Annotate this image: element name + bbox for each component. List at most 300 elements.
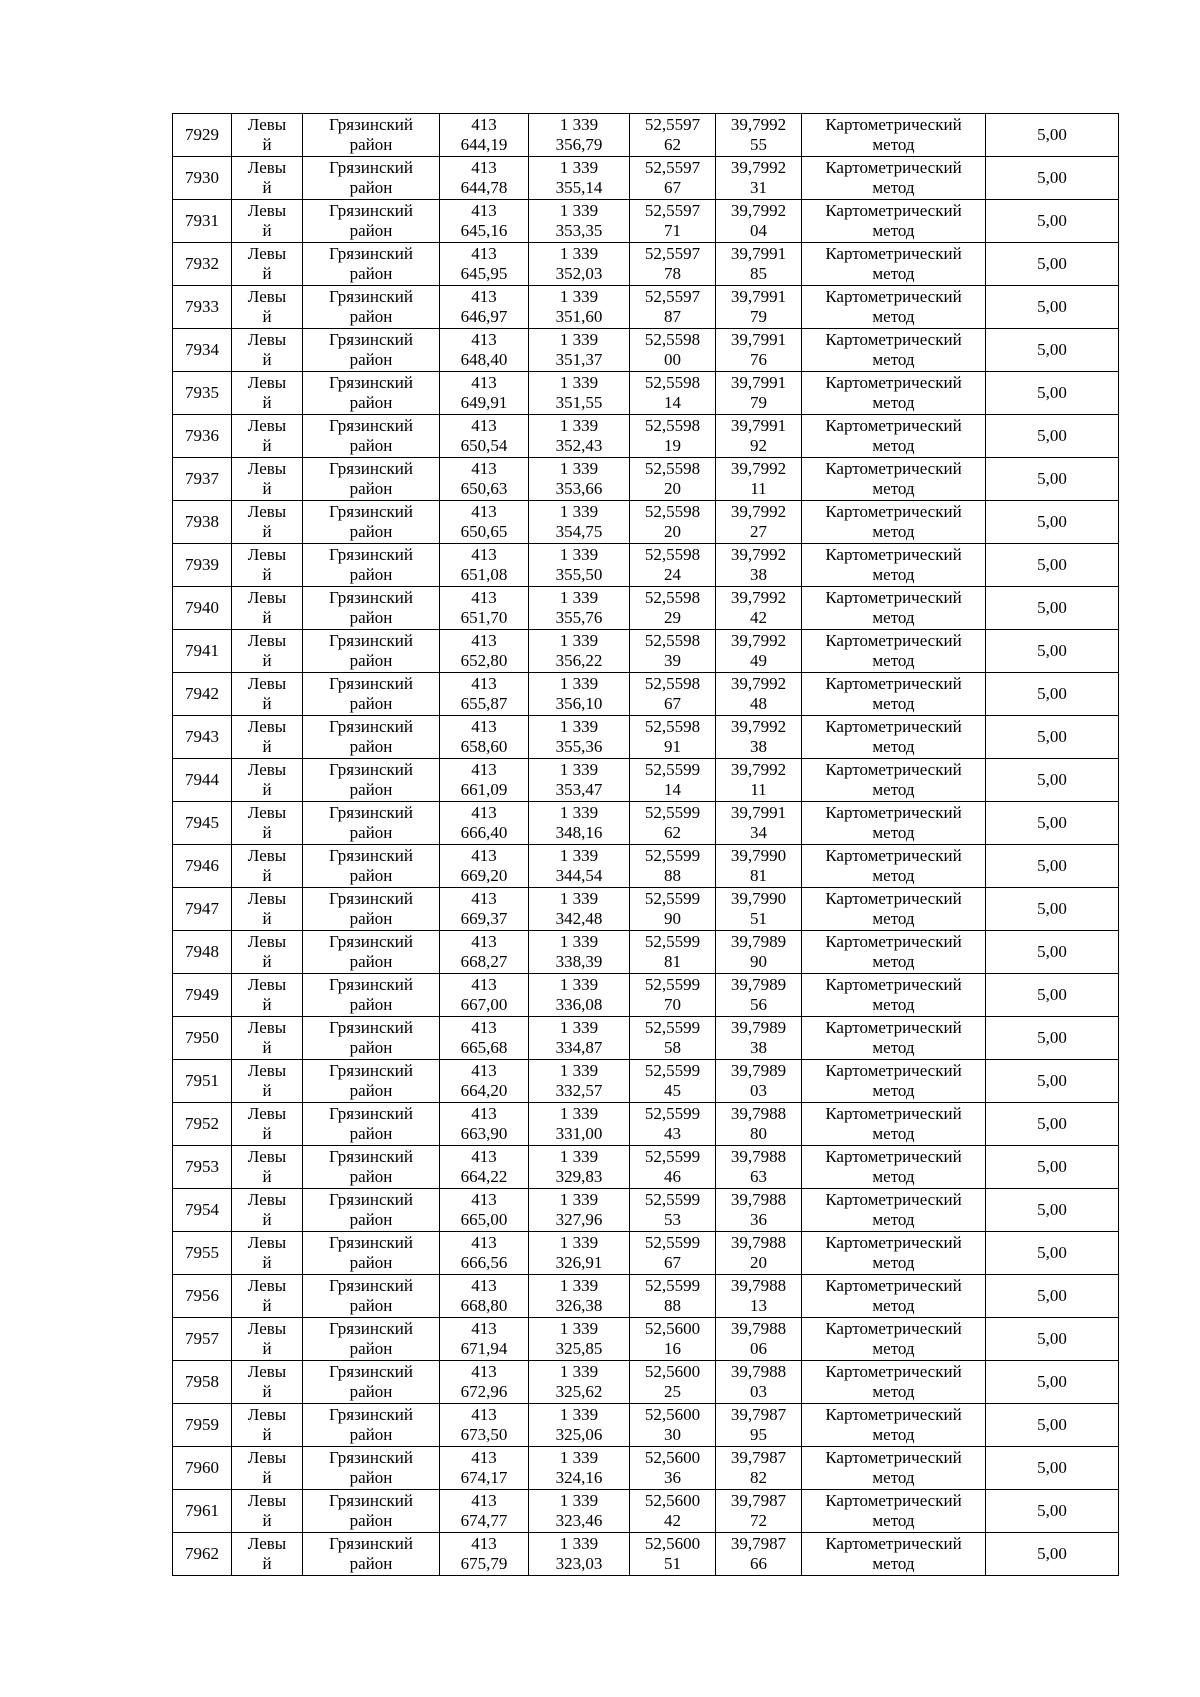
district-cell <box>303 974 440 1017</box>
method-cell <box>802 974 986 1017</box>
y-coordinate-cell <box>529 114 630 157</box>
x-coordinate-cell-line: 413 <box>471 416 497 435</box>
district-cell-line: район <box>349 264 393 283</box>
side-cell-line: Левы <box>247 330 287 349</box>
y-coordinate-cell-line: 353,66 <box>555 479 603 498</box>
table-row <box>173 243 1119 286</box>
latitude-cell-line: 87 <box>664 307 681 326</box>
longitude-cell-line: 39,7988 <box>730 1233 787 1252</box>
side-cell-line: Левы <box>247 1491 287 1510</box>
side-cell <box>232 1361 303 1404</box>
longitude-cell <box>716 1404 802 1447</box>
point-number-cell: 7939 <box>173 544 232 587</box>
x-coordinate-cell-line: 413 <box>471 932 497 951</box>
district-cell-line: район <box>349 780 393 799</box>
table-row <box>173 329 1119 372</box>
side-cell <box>232 1232 303 1275</box>
district-cell-line: район <box>349 436 393 455</box>
district-cell-line: Грязинский <box>329 932 413 951</box>
district-cell-line: Грязинский <box>329 158 413 177</box>
y-coordinate-cell-line: 355,76 <box>555 608 603 627</box>
point-number-cell: 7950 <box>173 1017 232 1060</box>
district-cell-line: Грязинский <box>329 803 413 822</box>
method-cell <box>802 1447 986 1490</box>
table-row <box>173 1404 1119 1447</box>
latitude-cell-line: 78 <box>664 264 681 283</box>
longitude-cell <box>716 372 802 415</box>
x-coordinate-cell <box>440 845 529 888</box>
x-coordinate-cell <box>440 974 529 1017</box>
method-cell-line: метод <box>872 866 915 885</box>
district-cell-line: район <box>349 350 393 369</box>
method-cell-line: метод <box>872 1081 915 1100</box>
method-cell <box>802 114 986 157</box>
method-cell-line: Картометрический <box>825 1276 962 1295</box>
x-coordinate-cell-line: 413 <box>471 373 497 392</box>
method-cell-line: метод <box>872 1124 915 1143</box>
longitude-cell-line: 03 <box>750 1382 767 1401</box>
latitude-cell-line: 30 <box>664 1425 681 1444</box>
point-number-cell: 7943 <box>173 716 232 759</box>
latitude-cell-line: 90 <box>664 909 681 928</box>
y-coordinate-cell-line: 325,06 <box>555 1425 603 1444</box>
table-row <box>173 372 1119 415</box>
latitude-cell-line: 45 <box>664 1081 681 1100</box>
side-cell <box>232 372 303 415</box>
x-coordinate-cell-line: 413 <box>471 674 497 693</box>
y-coordinate-cell <box>529 845 630 888</box>
latitude-cell <box>630 200 716 243</box>
method-cell-line: метод <box>872 479 915 498</box>
y-coordinate-cell-line: 1 339 <box>559 1190 599 1209</box>
y-coordinate-cell-line: 1 339 <box>559 1061 599 1080</box>
y-coordinate-cell-line: 1 339 <box>559 1319 599 1338</box>
side-cell <box>232 1275 303 1318</box>
side-cell-line: Левы <box>247 459 287 478</box>
district-cell-line: Грязинский <box>329 1534 413 1553</box>
y-coordinate-cell <box>529 1361 630 1404</box>
side-cell-line: Левы <box>247 244 287 263</box>
method-cell-line: метод <box>872 565 915 584</box>
table-row <box>173 1103 1119 1146</box>
method-cell-line: метод <box>872 1253 915 1272</box>
x-coordinate-cell <box>440 329 529 372</box>
latitude-cell-line: 81 <box>664 952 681 971</box>
latitude-cell-line: 25 <box>664 1382 681 1401</box>
method-cell-line: Картометрический <box>825 975 962 994</box>
district-cell <box>303 587 440 630</box>
x-coordinate-cell <box>440 286 529 329</box>
longitude-cell-line: 39,7992 <box>730 717 787 736</box>
y-coordinate-cell-line: 1 339 <box>559 373 599 392</box>
x-coordinate-cell-line: 644,78 <box>460 178 508 197</box>
side-cell <box>232 802 303 845</box>
table-row <box>173 1189 1119 1232</box>
method-cell-line: Картометрический <box>825 201 962 220</box>
longitude-cell-line: 38 <box>750 565 767 584</box>
district-cell-line: Грязинский <box>329 1276 413 1295</box>
latitude-cell-line: 36 <box>664 1468 681 1487</box>
x-coordinate-cell-line: 648,40 <box>460 350 508 369</box>
y-coordinate-cell-line: 1 339 <box>559 932 599 951</box>
y-coordinate-cell <box>529 587 630 630</box>
method-cell-line: метод <box>872 694 915 713</box>
longitude-cell <box>716 1447 802 1490</box>
point-number-cell: 7935 <box>173 372 232 415</box>
method-cell <box>802 1189 986 1232</box>
side-cell-line: й <box>262 565 272 584</box>
latitude-cell <box>630 716 716 759</box>
y-coordinate-cell <box>529 1232 630 1275</box>
latitude-cell <box>630 1490 716 1533</box>
y-coordinate-cell-line: 342,48 <box>555 909 603 928</box>
latitude-cell <box>630 630 716 673</box>
latitude-cell-line: 88 <box>664 866 681 885</box>
y-coordinate-cell <box>529 673 630 716</box>
latitude-cell-line: 52,5598 <box>644 459 701 478</box>
x-coordinate-cell-line: 413 <box>471 760 497 779</box>
district-cell-line: Грязинский <box>329 330 413 349</box>
district-cell <box>303 1060 440 1103</box>
y-coordinate-cell-line: 355,36 <box>555 737 603 756</box>
longitude-cell-line: 39,7987 <box>730 1405 787 1424</box>
latitude-cell <box>630 1275 716 1318</box>
side-cell <box>232 587 303 630</box>
side-cell-line: Левы <box>247 1276 287 1295</box>
point-number-cell: 7951 <box>173 1060 232 1103</box>
accuracy-cell: 5,00 <box>986 372 1119 415</box>
district-cell-line: район <box>349 1167 393 1186</box>
accuracy-cell: 5,00 <box>986 1146 1119 1189</box>
district-cell-line: Грязинский <box>329 1104 413 1123</box>
district-cell-line: Грязинский <box>329 717 413 736</box>
accuracy-cell: 5,00 <box>986 157 1119 200</box>
point-number-cell: 7948 <box>173 931 232 974</box>
longitude-cell-line: 95 <box>750 1425 767 1444</box>
longitude-cell-line: 39,7989 <box>730 975 787 994</box>
latitude-cell <box>630 673 716 716</box>
x-coordinate-cell-line: 665,68 <box>460 1038 508 1057</box>
method-cell-line: метод <box>872 995 915 1014</box>
side-cell-line: Левы <box>247 1448 287 1467</box>
x-coordinate-cell-line: 663,90 <box>460 1124 508 1143</box>
district-cell-line: район <box>349 1468 393 1487</box>
side-cell-line: Левы <box>247 588 287 607</box>
longitude-cell <box>716 114 802 157</box>
longitude-cell <box>716 286 802 329</box>
district-cell-line: район <box>349 479 393 498</box>
longitude-cell-line: 39,7987 <box>730 1491 787 1510</box>
method-cell-line: Картометрический <box>825 1147 962 1166</box>
side-cell <box>232 1189 303 1232</box>
table-row <box>173 759 1119 802</box>
x-coordinate-cell-line: 413 <box>471 588 497 607</box>
method-cell-line: метод <box>872 780 915 799</box>
side-cell-line: й <box>262 1554 272 1573</box>
latitude-cell-line: 24 <box>664 565 681 584</box>
district-cell-line: район <box>349 737 393 756</box>
latitude-cell-line: 52,5600 <box>644 1534 701 1553</box>
district-cell-line: район <box>349 1554 393 1573</box>
latitude-cell-line: 52,5599 <box>644 932 701 951</box>
longitude-cell <box>716 716 802 759</box>
longitude-cell-line: 39,7992 <box>730 502 787 521</box>
y-coordinate-cell-line: 1 339 <box>559 846 599 865</box>
longitude-cell-line: 39,7992 <box>730 459 787 478</box>
longitude-cell-line: 39,7987 <box>730 1448 787 1467</box>
side-cell <box>232 931 303 974</box>
district-cell-line: район <box>349 952 393 971</box>
method-cell-line: Картометрический <box>825 1018 962 1037</box>
y-coordinate-cell-line: 1 339 <box>559 975 599 994</box>
x-coordinate-cell <box>440 673 529 716</box>
y-coordinate-cell-line: 1 339 <box>559 1147 599 1166</box>
district-cell-line: Грязинский <box>329 373 413 392</box>
latitude-cell-line: 52,5597 <box>644 244 701 263</box>
latitude-cell-line: 52,5600 <box>644 1319 701 1338</box>
x-coordinate-cell-line: 652,80 <box>460 651 508 670</box>
district-cell-line: Грязинский <box>329 760 413 779</box>
side-cell-line: й <box>262 221 272 240</box>
longitude-cell <box>716 1017 802 1060</box>
x-coordinate-cell-line: 413 <box>471 1319 497 1338</box>
x-coordinate-cell <box>440 1017 529 1060</box>
district-cell-line: Грязинский <box>329 1319 413 1338</box>
y-coordinate-cell <box>529 458 630 501</box>
y-coordinate-cell-line: 356,22 <box>555 651 603 670</box>
y-coordinate-cell-line: 1 339 <box>559 1405 599 1424</box>
accuracy-cell: 5,00 <box>986 329 1119 372</box>
table-row <box>173 544 1119 587</box>
x-coordinate-cell-line: 674,17 <box>460 1468 508 1487</box>
y-coordinate-cell <box>529 1490 630 1533</box>
y-coordinate-cell <box>529 1404 630 1447</box>
accuracy-cell: 5,00 <box>986 1361 1119 1404</box>
y-coordinate-cell-line: 338,39 <box>555 952 603 971</box>
point-number-cell: 7959 <box>173 1404 232 1447</box>
longitude-cell-line: 81 <box>750 866 767 885</box>
y-coordinate-cell-line: 1 339 <box>559 115 599 134</box>
side-cell-line: Левы <box>247 287 287 306</box>
x-coordinate-cell <box>440 802 529 845</box>
longitude-cell-line: 56 <box>750 995 767 1014</box>
longitude-cell-line: 39,7988 <box>730 1362 787 1381</box>
side-cell-line: й <box>262 307 272 326</box>
accuracy-cell: 5,00 <box>986 114 1119 157</box>
x-coordinate-cell <box>440 1318 529 1361</box>
y-coordinate-cell <box>529 931 630 974</box>
latitude-cell-line: 88 <box>664 1296 681 1315</box>
longitude-cell-line: 20 <box>750 1253 767 1272</box>
district-cell-line: Грязинский <box>329 1448 413 1467</box>
method-cell-line: Картометрический <box>825 1405 962 1424</box>
table-row <box>173 630 1119 673</box>
longitude-cell-line: 90 <box>750 952 767 971</box>
longitude-cell-line: 39,7990 <box>730 889 787 908</box>
x-coordinate-cell-line: 645,95 <box>460 264 508 283</box>
method-cell <box>802 1275 986 1318</box>
y-coordinate-cell <box>529 759 630 802</box>
point-number-cell: 7940 <box>173 587 232 630</box>
longitude-cell <box>716 1060 802 1103</box>
district-cell <box>303 200 440 243</box>
longitude-cell-line: 39,7987 <box>730 1534 787 1553</box>
method-cell-line: Картометрический <box>825 760 962 779</box>
x-coordinate-cell-line: 413 <box>471 1190 497 1209</box>
x-coordinate-cell <box>440 114 529 157</box>
y-coordinate-cell-line: 1 339 <box>559 1233 599 1252</box>
y-coordinate-cell <box>529 243 630 286</box>
method-cell-line: метод <box>872 350 915 369</box>
y-coordinate-cell-line: 1 339 <box>559 1448 599 1467</box>
side-cell-line: й <box>262 264 272 283</box>
x-coordinate-cell <box>440 1232 529 1275</box>
longitude-cell-line: 38 <box>750 1038 767 1057</box>
x-coordinate-cell-line: 664,20 <box>460 1081 508 1100</box>
x-coordinate-cell-line: 413 <box>471 244 497 263</box>
side-cell-line: Левы <box>247 760 287 779</box>
x-coordinate-cell <box>440 1533 529 1576</box>
side-cell-line: й <box>262 995 272 1014</box>
side-cell-line: й <box>262 1382 272 1401</box>
district-cell <box>303 1146 440 1189</box>
longitude-cell <box>716 329 802 372</box>
method-cell <box>802 329 986 372</box>
side-cell-line: й <box>262 694 272 713</box>
x-coordinate-cell-line: 413 <box>471 1534 497 1553</box>
latitude-cell <box>630 974 716 1017</box>
latitude-cell-line: 52,5598 <box>644 502 701 521</box>
latitude-cell-line: 52,5599 <box>644 1233 701 1252</box>
district-cell <box>303 243 440 286</box>
district-cell <box>303 845 440 888</box>
x-coordinate-cell <box>440 630 529 673</box>
accuracy-cell: 5,00 <box>986 1275 1119 1318</box>
side-cell-line: Левы <box>247 416 287 435</box>
district-cell <box>303 544 440 587</box>
x-coordinate-cell-line: 413 <box>471 889 497 908</box>
x-coordinate-cell <box>440 544 529 587</box>
x-coordinate-cell <box>440 1189 529 1232</box>
method-cell-line: метод <box>872 522 915 541</box>
x-coordinate-cell-line: 650,63 <box>460 479 508 498</box>
district-cell <box>303 931 440 974</box>
longitude-cell-line: 13 <box>750 1296 767 1315</box>
side-cell <box>232 329 303 372</box>
accuracy-cell: 5,00 <box>986 802 1119 845</box>
x-coordinate-cell-line: 646,97 <box>460 307 508 326</box>
side-cell-line: й <box>262 780 272 799</box>
longitude-cell <box>716 1490 802 1533</box>
longitude-cell-line: 11 <box>750 780 767 799</box>
x-coordinate-cell-line: 413 <box>471 1061 497 1080</box>
side-cell <box>232 630 303 673</box>
side-cell <box>232 1060 303 1103</box>
side-cell <box>232 1533 303 1576</box>
accuracy-cell: 5,00 <box>986 1490 1119 1533</box>
longitude-cell-line: 39,7991 <box>730 803 787 822</box>
table-row <box>173 458 1119 501</box>
latitude-cell <box>630 329 716 372</box>
latitude-cell <box>630 415 716 458</box>
latitude-cell <box>630 114 716 157</box>
y-coordinate-cell-line: 1 339 <box>559 244 599 263</box>
accuracy-cell: 5,00 <box>986 587 1119 630</box>
longitude-cell-line: 72 <box>750 1511 767 1530</box>
method-cell-line: Картометрический <box>825 1319 962 1338</box>
district-cell-line: Грязинский <box>329 115 413 134</box>
point-number-cell: 7955 <box>173 1232 232 1275</box>
side-cell-line: й <box>262 393 272 412</box>
longitude-cell-line: 39,7988 <box>730 1104 787 1123</box>
district-cell <box>303 1490 440 1533</box>
latitude-cell-line: 52,5597 <box>644 201 701 220</box>
x-coordinate-cell <box>440 759 529 802</box>
method-cell <box>802 458 986 501</box>
x-coordinate-cell-line: 413 <box>471 803 497 822</box>
district-cell-line: Грязинский <box>329 889 413 908</box>
x-coordinate-cell-line: 649,91 <box>460 393 508 412</box>
side-cell-line: й <box>262 1124 272 1143</box>
y-coordinate-cell-line: 1 339 <box>559 545 599 564</box>
longitude-cell <box>716 1533 802 1576</box>
table-row <box>173 1318 1119 1361</box>
longitude-cell-line: 39,7988 <box>730 1276 787 1295</box>
longitude-cell-line: 39,7991 <box>730 416 787 435</box>
latitude-cell-line: 52,5600 <box>644 1362 701 1381</box>
side-cell-line: й <box>262 823 272 842</box>
side-cell <box>232 759 303 802</box>
latitude-cell-line: 52,5597 <box>644 158 701 177</box>
latitude-cell-line: 67 <box>664 178 681 197</box>
x-coordinate-cell-line: 669,37 <box>460 909 508 928</box>
table-row <box>173 673 1119 716</box>
point-number-cell: 7956 <box>173 1275 232 1318</box>
x-coordinate-cell-line: 673,50 <box>460 1425 508 1444</box>
y-coordinate-cell <box>529 544 630 587</box>
district-cell <box>303 1447 440 1490</box>
y-coordinate-cell-line: 1 339 <box>559 1491 599 1510</box>
method-cell-line: Картометрический <box>825 674 962 693</box>
district-cell <box>303 673 440 716</box>
y-coordinate-cell-line: 1 339 <box>559 1362 599 1381</box>
x-coordinate-cell-line: 671,94 <box>460 1339 508 1358</box>
side-cell-line: й <box>262 1081 272 1100</box>
y-coordinate-cell-line: 325,62 <box>555 1382 603 1401</box>
accuracy-cell: 5,00 <box>986 1447 1119 1490</box>
latitude-cell <box>630 802 716 845</box>
side-cell-line: й <box>262 178 272 197</box>
point-number-cell: 7961 <box>173 1490 232 1533</box>
y-coordinate-cell-line: 331,00 <box>555 1124 603 1143</box>
district-cell-line: район <box>349 565 393 584</box>
y-coordinate-cell-line: 351,37 <box>555 350 603 369</box>
latitude-cell <box>630 286 716 329</box>
table-row <box>173 200 1119 243</box>
district-cell-line: район <box>349 1511 393 1530</box>
longitude-cell-line: 63 <box>750 1167 767 1186</box>
method-cell-line: Картометрический <box>825 1362 962 1381</box>
x-coordinate-cell-line: 413 <box>471 158 497 177</box>
latitude-cell-line: 52,5598 <box>644 717 701 736</box>
latitude-cell-line: 14 <box>664 393 681 412</box>
district-cell <box>303 1189 440 1232</box>
y-coordinate-cell-line: 329,83 <box>555 1167 603 1186</box>
district-cell-line: район <box>349 178 393 197</box>
longitude-cell <box>716 759 802 802</box>
table-row <box>173 1533 1119 1576</box>
x-coordinate-cell-line: 655,87 <box>460 694 508 713</box>
